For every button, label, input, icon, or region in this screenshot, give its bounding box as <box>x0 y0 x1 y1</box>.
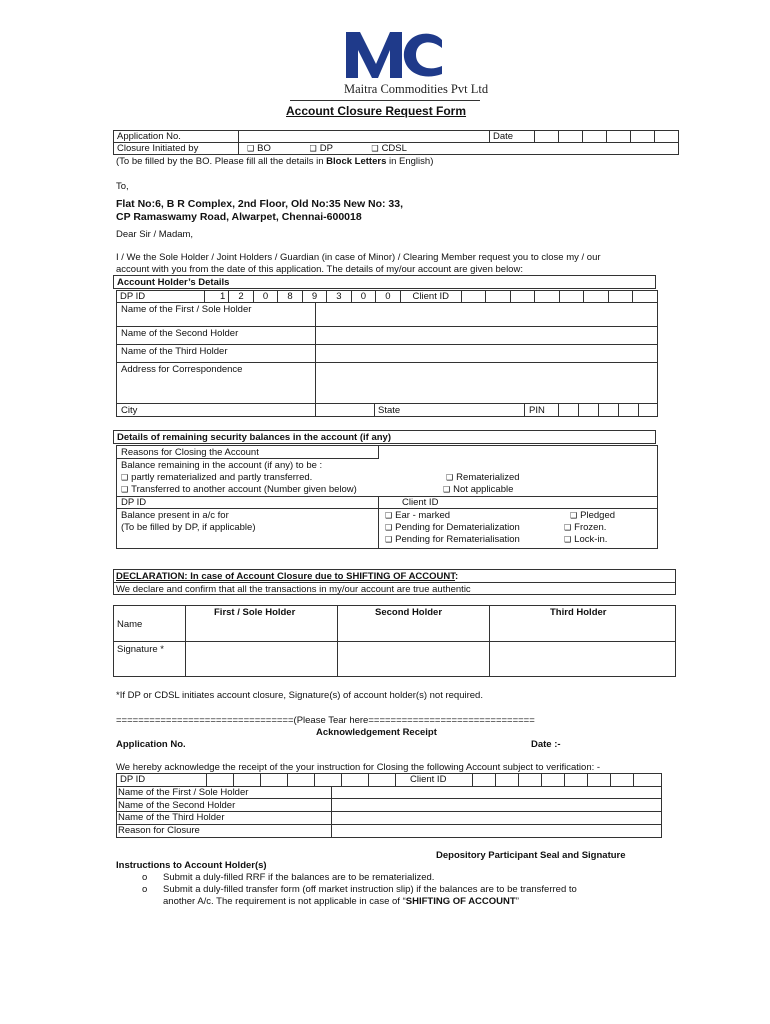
bullet: o <box>142 872 148 883</box>
client-id-cell[interactable] <box>510 291 534 303</box>
city-label: City <box>121 405 138 416</box>
ack-date: Date :- <box>531 739 561 750</box>
dp-id-digit: 3 <box>327 291 351 303</box>
to-label: To, <box>116 181 129 192</box>
instructions-heading: Instructions to Account Holder(s) <box>116 860 267 871</box>
client-id-cell[interactable] <box>535 291 559 303</box>
third-holder-header: Third Holder <box>550 607 607 618</box>
rematerialized-checkbox[interactable]: ❑ Rematerialized <box>446 472 520 483</box>
instruction-1: Submit a duly-filled RRF if the balances are to be rematerialized. <box>163 872 435 883</box>
ack-application-no: Application No. <box>116 739 186 750</box>
ack-client-id-label: Client ID <box>410 774 447 785</box>
address-line-2: CP Ramaswamy Road, Alwarpet, Chennai-600018 <box>116 211 362 223</box>
declaration-text: We declare and confirm that all the transactions in my/our account are true authentic <box>116 584 471 595</box>
instruction-2-line-2: another A/c. The requirement is not applicable in case of “SHIFTING OF ACCOUNT” <box>163 896 519 907</box>
name-row-label: Name <box>117 619 143 630</box>
ack-third-holder: Name of the Third Holder <box>118 812 225 823</box>
salutation: Dear Sir / Madam, <box>116 229 194 240</box>
instruction-2-line-1: Submit a duly-filled transfer form (off market instruction slip) if the balances are to be transferred to <box>163 884 577 895</box>
lock-in-checkbox[interactable]: ❑ Lock-in. <box>564 534 607 545</box>
company-name: Maitra Commodities Pvt Ltd <box>344 82 489 96</box>
closure-initiated-label: Closure Initiated by <box>114 143 239 155</box>
date-cell[interactable] <box>607 131 631 143</box>
client-id-cell[interactable] <box>461 291 485 303</box>
holder-names-block <box>116 302 658 417</box>
client-id-cell[interactable] <box>633 291 658 303</box>
balances-heading: Details of remaining security balances in the account (if any) <box>117 432 391 443</box>
account-holders-heading-box <box>113 275 656 289</box>
reasons-label: Reasons for Closing the Account <box>121 447 259 458</box>
dp-id-digit: 9 <box>302 291 326 303</box>
client-id-cell[interactable] <box>486 291 510 303</box>
filled-by-dp-label: (To be filled by DP, if applicable) <box>121 522 256 533</box>
client-id-cell[interactable] <box>584 291 608 303</box>
tear-line: ================================(Please Tear here============================== <box>116 715 535 726</box>
ack-title: Acknowledgement Receipt <box>316 727 437 738</box>
ack-second-holder: Name of the Second Holder <box>118 800 236 811</box>
mc-logo-icon <box>342 28 522 84</box>
dp-id-digit: 0 <box>376 291 400 303</box>
date-cell[interactable] <box>583 131 607 143</box>
date-cell[interactable] <box>535 131 559 143</box>
transferred-checkbox[interactable]: ❑ Transferred to another account (Number given below) <box>121 484 357 495</box>
closure-cdsl-checkbox[interactable]: ❑ CDSL <box>371 143 407 154</box>
ack-dp-id-label: DP ID <box>120 774 146 785</box>
date-label: Date <box>490 131 535 143</box>
pin-label: PIN <box>529 405 545 416</box>
closure-bo-checkbox[interactable]: ❑ BO <box>247 143 271 154</box>
signature-note: *If DP or CDSL initiates account closure, Signature(s) of account holder(s) not required. <box>116 690 483 701</box>
pending-demat-checkbox[interactable]: ❑ Pending for Dematerialization <box>385 522 520 533</box>
dp-id-label: DP ID <box>117 291 205 303</box>
balance-remaining-label: Balance remaining in the account (if any) to be : <box>121 460 323 471</box>
pending-remat-checkbox[interactable]: ❑ Pending for Rematerialisation <box>385 534 520 545</box>
application-no-label: Application No. <box>114 131 239 143</box>
dp-id-digit: 2 <box>229 291 253 303</box>
signature-row-label: Signature * <box>117 644 165 655</box>
form-title: Account Closure Request Form <box>286 104 467 118</box>
fill-note: (To be filled by the BO. Please fill all the details in Block Letters in English) <box>116 156 434 167</box>
application-table <box>113 130 679 155</box>
first-holder-header: First / Sole Holder <box>214 607 296 618</box>
ear-marked-checkbox[interactable]: ❑ Ear - marked <box>385 510 450 521</box>
ack-dp-id-grid <box>116 773 662 786</box>
dp-id-digit: 0 <box>351 291 375 303</box>
dp-id-digit: 1 <box>204 291 228 303</box>
client-id-cell[interactable] <box>608 291 632 303</box>
date-cell[interactable] <box>559 131 583 143</box>
first-holder-label: Name of the First / Sole Holder <box>121 304 252 315</box>
pledged-checkbox[interactable]: ❑ Pledged <box>570 510 615 521</box>
closure-dp-checkbox[interactable]: ❑ DP <box>310 143 333 154</box>
balances-dp-id-label: DP ID <box>121 497 147 508</box>
declaration-heading: DECLARATION: In case of Account Closure due to SHIFTING OF ACCOUNT: <box>116 571 459 582</box>
third-holder-label: Name of the Third Holder <box>121 346 228 357</box>
second-holder-header: Second Holder <box>375 607 443 618</box>
date-cell[interactable] <box>655 131 679 143</box>
ack-reason: Reason for Closure <box>118 825 200 836</box>
request-line-2: account with you from the date of this application. The details of my/our account are given below: <box>116 264 523 275</box>
ack-first-holder: Name of the First / Sole Holder <box>118 787 249 798</box>
frozen-checkbox[interactable]: ❑ Frozen. <box>564 522 606 533</box>
balances-client-id-label: Client ID <box>402 497 439 508</box>
second-holder-label: Name of the Second Holder <box>121 328 239 339</box>
date-cell[interactable] <box>631 131 655 143</box>
address-label: Address for Correspondence <box>121 364 243 375</box>
request-line-1: I / We the Sole Holder / Joint Holders / Guardian (in case of Minor) / Clearing Member request you to close my / our <box>116 252 601 263</box>
dp-id-digit: 0 <box>253 291 277 303</box>
ack-receipt-text: We hereby acknowledge the receipt of the your instruction for Closing the following Account subject to verification: - <box>116 762 601 773</box>
balances-heading-box <box>113 430 656 444</box>
dp-id-digit: 8 <box>278 291 302 303</box>
client-id-label: Client ID <box>400 291 461 303</box>
application-no-field[interactable] <box>239 131 490 143</box>
bullet: o <box>142 884 148 895</box>
dp-seal-signature: Depository Participant Seal and Signature <box>436 850 626 861</box>
account-holders-heading: Account Holder’s Details <box>117 277 230 288</box>
partly-remat-checkbox[interactable]: ❑ partly rematerialized and partly transferred. <box>121 472 312 483</box>
state-label: State <box>378 405 401 416</box>
company-logo <box>300 28 489 100</box>
balance-present-label: Balance present in a/c for <box>121 510 229 521</box>
client-id-cell[interactable] <box>559 291 583 303</box>
address-line-1: Flat No:6, B R Complex, 2nd Floor, Old No:35 New No: 33, <box>116 198 404 210</box>
not-applicable-checkbox[interactable]: ❑ Not applicable <box>443 484 513 495</box>
